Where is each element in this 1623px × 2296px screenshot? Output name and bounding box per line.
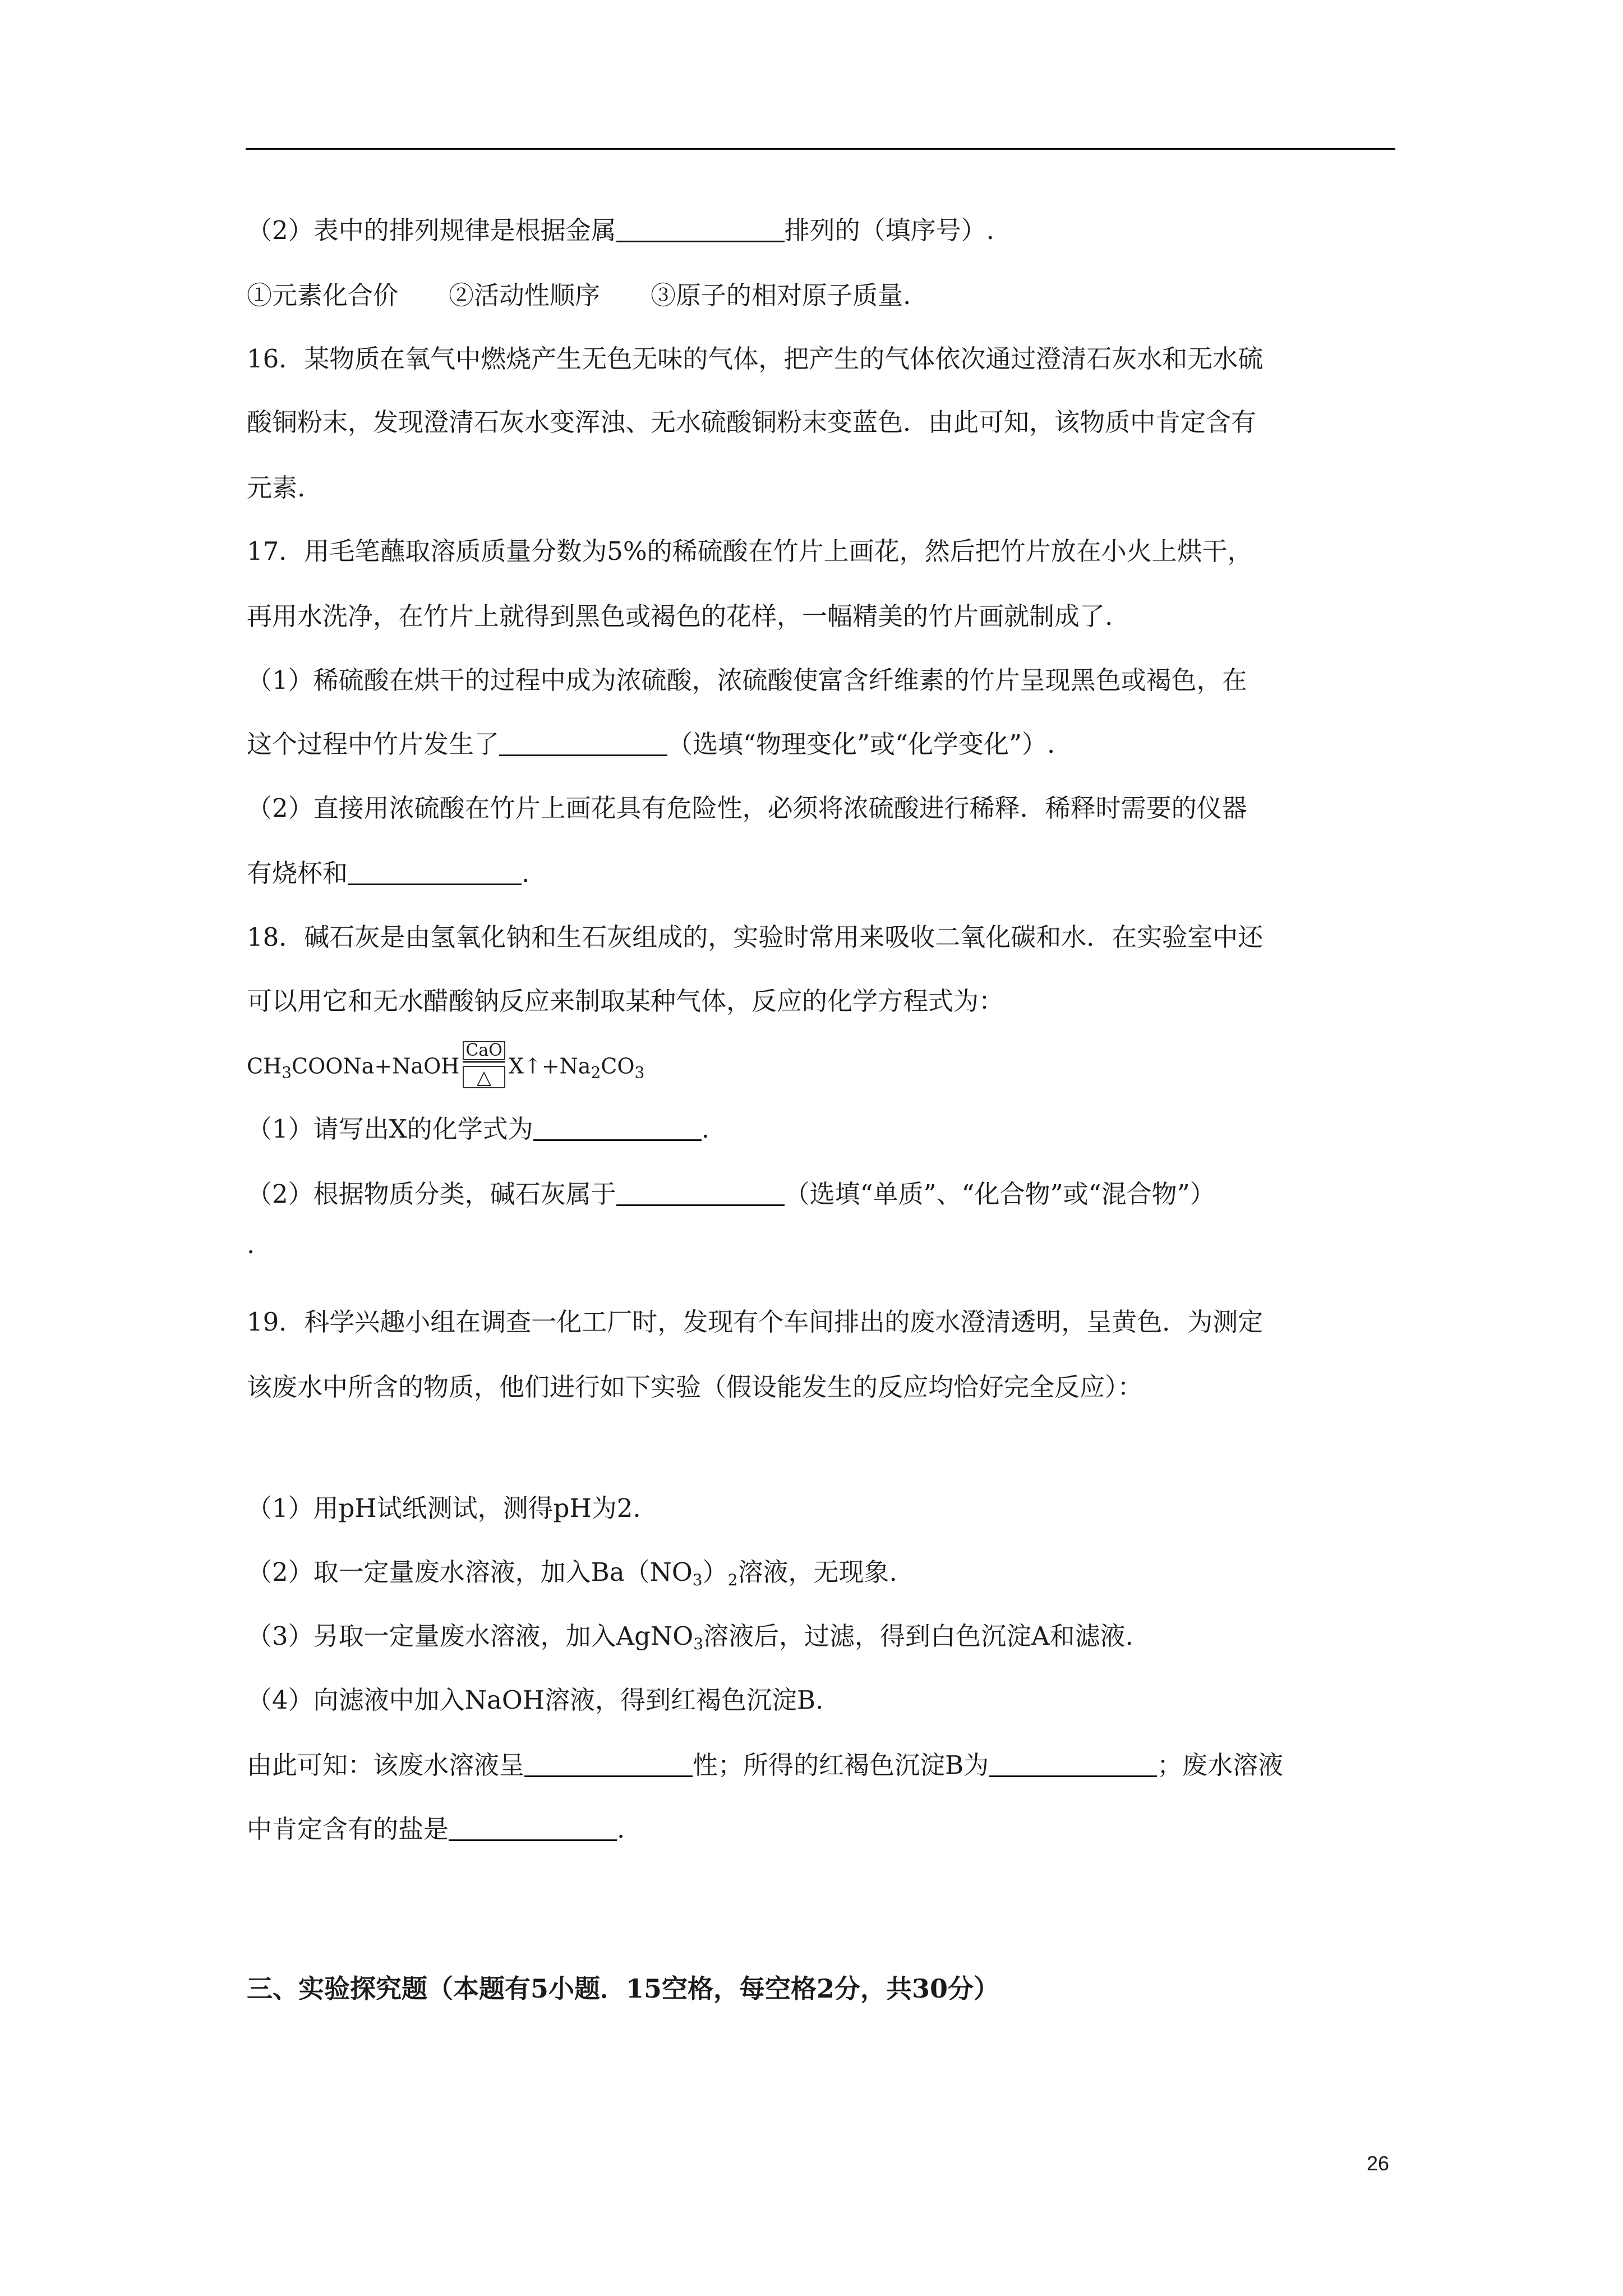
- reaction-condition: [463, 1041, 505, 1088]
- answer-blank[interactable]: [348, 861, 522, 885]
- q17-line1: 17．用毛笔蘸取溶质质量分数为5%的稀硫酸在竹片上画花，然后把竹片放在小火上烘干，: [247, 536, 1253, 566]
- q16-line1: 16．某物质在氧气中燃烧产生无色无味的气体，把产生的气体依次通过澄清石灰水和无水硫: [247, 344, 1264, 374]
- section-heading: 三、实验探究题（本题有5小题．15空格，每空格2分，共30分）: [247, 1973, 1000, 2004]
- q19-step1: （1）用pH试纸测试，测得pH为2.: [247, 1493, 641, 1523]
- q19-step2: [247, 1559, 897, 1588]
- page-number: 26: [1367, 2152, 1390, 2175]
- q17-line2: 再用水洗净，在竹片上就得到黑色或褐色的花样，一幅精美的竹片画就制成了.: [247, 601, 1113, 631]
- conclusion-text: 由此可知：该废水溶液呈: [247, 1750, 525, 1780]
- q17-part1-line2: [247, 731, 1055, 757]
- q19-conclusion-line1: [247, 1752, 1283, 1778]
- q18-part2-period: .: [247, 1230, 255, 1259]
- eq-text: COONa+NaOH: [292, 1053, 460, 1079]
- conclusion-text: .: [617, 1814, 625, 1844]
- eq-subscript: 2: [591, 1063, 601, 1082]
- step-text: （3）另取一定量废水溶液，加入AgNO: [247, 1621, 694, 1651]
- q18-part1: [247, 1116, 709, 1142]
- q17-part2-tail: .: [522, 858, 530, 888]
- q18-part2: [247, 1181, 1215, 1207]
- answer-blank[interactable]: [616, 218, 785, 242]
- q19-line1: 19．科学兴趣小组在调查一化工厂时，发现有个车间排出的废水澄清透明，呈黄色．为测定: [247, 1307, 1264, 1337]
- q15-options: ①元素化合价 ②活动性顺序 ③原子的相对原子质量.: [247, 280, 911, 310]
- q17-part2-line2: [247, 858, 530, 888]
- answer-blank[interactable]: [499, 732, 667, 756]
- q19-step3: [247, 1623, 1133, 1652]
- step-text: 溶液，无现象.: [737, 1557, 897, 1587]
- conclusion-text: ；废水溶液: [1157, 1750, 1284, 1780]
- eq-subscript: 3: [634, 1063, 645, 1082]
- step-text: 溶液后，过滤，得到白色沉淀A和滤液.: [703, 1621, 1133, 1651]
- eq-subscript: 3: [282, 1063, 292, 1082]
- q17-part1-text: 这个过程中竹片发生了: [247, 729, 500, 759]
- answer-blank[interactable]: [524, 1753, 693, 1777]
- eq-text: CO: [601, 1053, 635, 1079]
- q18-part2-tail: （选填“单质”、“化合物”或“混合物”）: [784, 1179, 1215, 1209]
- q19-conclusion-line2: [247, 1816, 625, 1842]
- conclusion-text: 中肯定含有的盐是: [247, 1814, 449, 1844]
- q16-line2: 酸铜粉末，发现澄清石灰水变浑浊、无水硫酸铜粉末变蓝色．由此可知，该物质中肯定含有: [247, 407, 1257, 437]
- step-text: （2）取一定量废水溶液，加入Ba（NO: [247, 1557, 693, 1587]
- q15-part2-tail: 排列的（填序号）.: [784, 215, 994, 245]
- subscript: 3: [692, 1571, 703, 1589]
- step-text: ）: [702, 1557, 728, 1587]
- subscript: 3: [693, 1635, 704, 1653]
- equals-bar: [463, 1061, 505, 1065]
- q18-line2: 可以用它和无水醋酸钠反应来制取某种气体，反应的化学方程式为：: [247, 986, 1004, 1016]
- q17-part2-line1: （2）直接用浓硫酸在竹片上画花具有危险性，必须将浓硫酸进行稀释．稀释时需要的仪器: [247, 793, 1247, 823]
- q18-part1-text: （1）请写出X的化学式为: [247, 1114, 533, 1144]
- eq-text: X↑+Na: [508, 1053, 591, 1079]
- answer-blank[interactable]: [533, 1117, 702, 1141]
- answer-blank[interactable]: [449, 1817, 617, 1841]
- chemical-equation: [247, 1041, 645, 1092]
- q19-step4: （4）向滤液中加入NaOH溶液，得到红褐色沉淀B.: [247, 1685, 824, 1715]
- q16-line3: 元素.: [247, 473, 306, 503]
- catalyst-label: CaO: [463, 1041, 505, 1060]
- subscript: 2: [727, 1571, 738, 1589]
- q18-line1: 18．碱石灰是由氢氧化钠和生石灰组成的，实验时常用来吸收二氧化碳和水．在实验室中还: [247, 922, 1264, 952]
- answer-blank[interactable]: [989, 1753, 1157, 1777]
- header-rule: [246, 148, 1395, 150]
- q17-part1-line1: （1）稀硫酸在烘干的过程中成为浓硫酸，浓硫酸使富含纤维素的竹片呈现黑色或褐色，在: [247, 665, 1247, 695]
- q18-part2-text: （2）根据物质分类，碱石灰属于: [247, 1179, 616, 1209]
- heat-symbol: △: [463, 1066, 505, 1088]
- q17-part1-tail: （选填“物理变化”或“化学变化”）.: [667, 729, 1055, 759]
- q19-line2: 该废水中所含的物质，他们进行如下实验（假设能发生的反应均恰好完全反应）：: [247, 1372, 1143, 1402]
- q15-part2-text: （2）表中的排列规律是根据金属: [247, 215, 616, 245]
- q17-part2-text: 有烧杯和: [247, 858, 348, 888]
- q15-part2: [247, 215, 994, 245]
- q18-part1-tail: .: [701, 1114, 709, 1144]
- conclusion-text: 性；所得的红褐色沉淀B为: [693, 1750, 989, 1780]
- eq-text: CH: [247, 1053, 282, 1079]
- answer-blank[interactable]: [616, 1182, 785, 1206]
